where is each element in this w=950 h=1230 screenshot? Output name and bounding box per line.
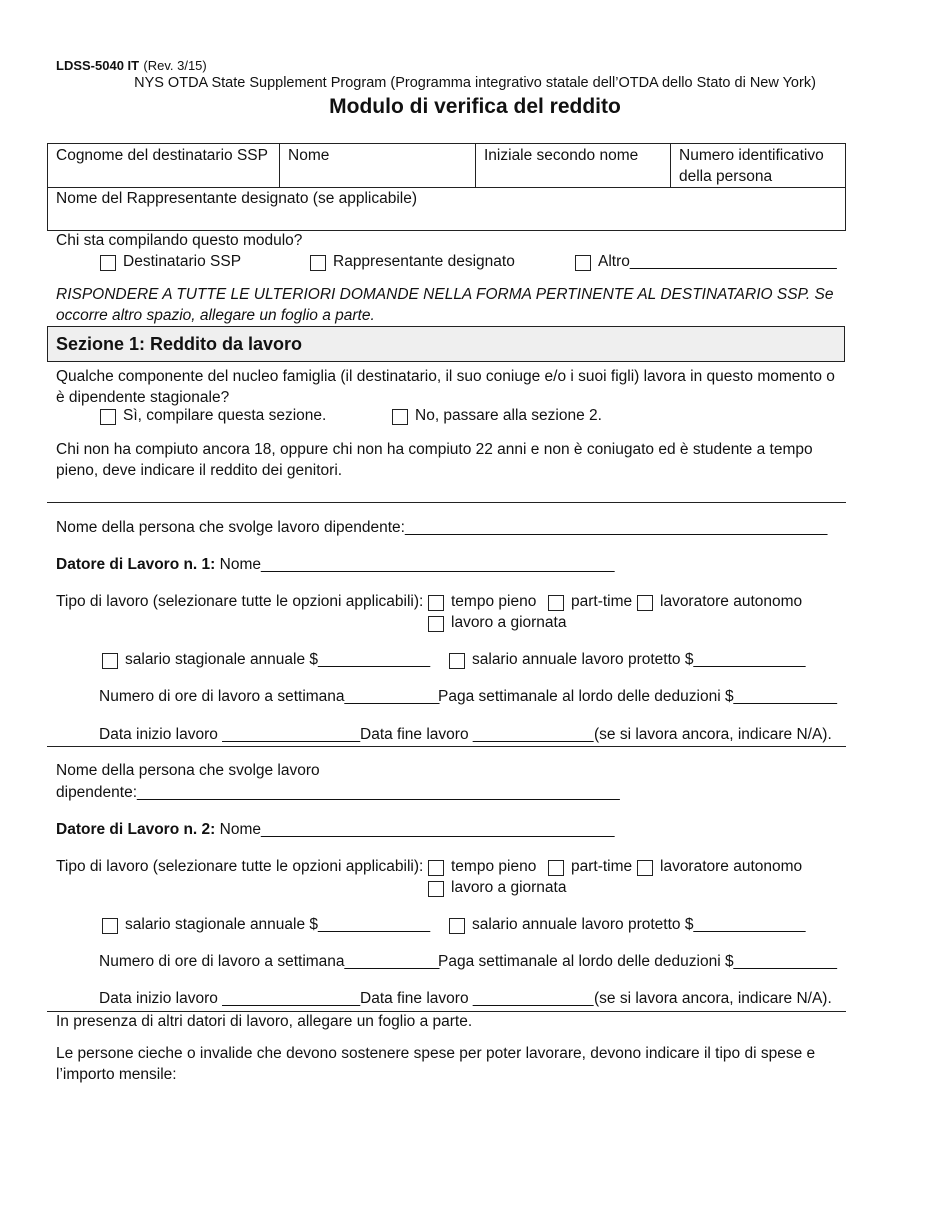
still-working-note-1: (se si lavora ancora, indicare N/A). bbox=[594, 726, 832, 743]
seasonal-wage-field-2[interactable]: salario stagionale annuale $_____________ bbox=[125, 916, 431, 933]
day-labor-label-1: lavoro a giornata bbox=[451, 614, 567, 631]
representative-label: Rappresentante designato bbox=[333, 253, 515, 270]
full-time-label-2: tempo pieno bbox=[451, 858, 537, 875]
employee-name-field-1[interactable]: Nome della persona che svolge lavoro dipendente:_________________________________________________ bbox=[56, 519, 828, 536]
yes-checkbox[interactable] bbox=[100, 409, 116, 425]
employer-2-row bbox=[56, 821, 614, 839]
work-type-label-1: Tipo di lavoro (selezionare tutte le opzioni applicabili): bbox=[56, 593, 424, 610]
table-border-bottom bbox=[47, 230, 846, 231]
other-label[interactable]: Altro________________________ bbox=[598, 253, 837, 270]
end-date-field-1[interactable]: Data fine lavoro ______________ bbox=[360, 726, 594, 743]
seasonal-wage-field-1[interactable]: salario stagionale annuale $_____________ bbox=[125, 651, 431, 668]
divider-line bbox=[47, 746, 846, 747]
sheltered-wage-checkbox-1[interactable] bbox=[449, 653, 465, 669]
employer-1-name-field[interactable]: Nome_________________________________________ bbox=[219, 556, 615, 573]
self-employed-checkbox-2[interactable] bbox=[637, 860, 653, 876]
representative-field[interactable]: Nome del Rappresentante designato (se applicabile) bbox=[56, 190, 418, 207]
blind-disabled-note: Le persone cieche o invalide che devono sostenere spese per poter lavorare, devono indicare il tipo di spese e l’importo mensile: bbox=[56, 1045, 816, 1083]
surname-field[interactable]: Cognome del destinatario SSP bbox=[56, 147, 268, 164]
table-border-right bbox=[845, 143, 846, 230]
employer-2-name-field[interactable]: Nome_________________________________________ bbox=[219, 821, 615, 838]
hours-field-1[interactable]: Numero di ore di lavoro a settimana___________ bbox=[99, 688, 440, 705]
form-code: LDSS-5040 IT bbox=[56, 58, 140, 73]
self-employed-label-2: lavoratore autonomo bbox=[660, 858, 803, 875]
sheltered-wage-checkbox-2[interactable] bbox=[449, 918, 465, 934]
part-time-label-2: part-time bbox=[571, 858, 633, 875]
section-1-header bbox=[47, 326, 845, 362]
yes-label: Sì, compilare questa sezione. bbox=[123, 407, 327, 424]
start-date-field-2[interactable]: Data inizio lavoro ________________ bbox=[99, 990, 361, 1007]
other-employers-note: In presenza di altri datori di lavoro, allegare un foglio a parte. bbox=[56, 1013, 473, 1030]
employee-name-field-2[interactable]: dipendente:________________________________________________________ bbox=[56, 784, 620, 801]
employer-1-label: Datore di Lavoro n. 1: bbox=[56, 556, 216, 573]
no-label: No, passare alla sezione 2. bbox=[415, 407, 602, 424]
seasonal-wage-checkbox-1[interactable] bbox=[102, 653, 118, 669]
part-time-checkbox-1[interactable] bbox=[548, 595, 564, 611]
table-divider bbox=[670, 143, 671, 187]
person-id-field[interactable]: Numero identificativo della persona bbox=[679, 147, 824, 185]
household-question: Qualche componente del nucleo famiglia (il destinatario, il suo coniuge e/o i suoi figli) lavora in questo momento o è dipendente stagionale? bbox=[56, 368, 835, 406]
hours-field-2[interactable]: Numero di ore di lavoro a settimana___________ bbox=[99, 953, 440, 970]
part-time-label-1: part-time bbox=[571, 593, 633, 610]
weekly-pay-field-1[interactable]: Paga settimanale al lordo delle deduzioni $____________ bbox=[438, 688, 838, 705]
instruction-text: RISPONDERE A TUTTE LE ULTERIORI DOMANDE NELLA FORMA PERTINENTE AL DESTINATARIO SSP. Se occorre altro spazio, allegare un foglio a parte. bbox=[56, 286, 834, 324]
representative-checkbox[interactable] bbox=[310, 255, 326, 271]
self-employed-checkbox-1[interactable] bbox=[637, 595, 653, 611]
full-time-checkbox-2[interactable] bbox=[428, 860, 444, 876]
recipient-label: Destinatario SSP bbox=[123, 253, 242, 270]
sheltered-wage-field-1[interactable]: salario annuale lavoro protetto $_____________ bbox=[472, 651, 806, 668]
who-completes-question: Chi sta compilando questo modulo? bbox=[56, 232, 303, 249]
parents-income-note: Chi non ha compiuto ancora 18, oppure chi non ha compiuto 22 anni e non è coniugato ed è studente a tempo pieno, deve indicare il reddito dei genitori. bbox=[56, 441, 813, 479]
table-border-top bbox=[47, 143, 846, 144]
self-employed-label-1: lavoratore autonomo bbox=[660, 593, 803, 610]
work-type-label-2: Tipo di lavoro (selezionare tutte le opzioni applicabili): bbox=[56, 858, 424, 875]
full-time-label-1: tempo pieno bbox=[451, 593, 537, 610]
employee-name-label-2: Nome della persona che svolge lavoro bbox=[56, 762, 320, 779]
employer-1-row bbox=[56, 556, 614, 574]
part-time-checkbox-2[interactable] bbox=[548, 860, 564, 876]
form-revision: (Rev. 3/15) bbox=[143, 58, 207, 73]
program-name: NYS OTDA State Supplement Program (Programma integrativo statale dell’OTDA dello Stato di New York) bbox=[134, 75, 816, 91]
full-time-checkbox-1[interactable] bbox=[428, 595, 444, 611]
middle-initial-field[interactable]: Iniziale secondo nome bbox=[484, 147, 639, 164]
table-border-left bbox=[47, 143, 48, 230]
form-code-line bbox=[56, 57, 207, 75]
still-working-note-2: (se si lavora ancora, indicare N/A). bbox=[594, 990, 832, 1007]
table-divider bbox=[475, 143, 476, 187]
employer-2-label: Datore di Lavoro n. 2: bbox=[56, 821, 216, 838]
end-date-field-2[interactable]: Data fine lavoro ______________ bbox=[360, 990, 594, 1007]
day-labor-label-2: lavoro a giornata bbox=[451, 879, 567, 896]
no-checkbox[interactable] bbox=[392, 409, 408, 425]
seasonal-wage-checkbox-2[interactable] bbox=[102, 918, 118, 934]
recipient-checkbox[interactable] bbox=[100, 255, 116, 271]
divider-line bbox=[47, 1011, 846, 1012]
divider-line bbox=[47, 502, 846, 503]
start-date-field-1[interactable]: Data inizio lavoro ________________ bbox=[99, 726, 361, 743]
page-title: Modulo di verifica del reddito bbox=[329, 95, 621, 118]
other-checkbox[interactable] bbox=[575, 255, 591, 271]
section-1-title: Sezione 1: Reddito da lavoro bbox=[56, 334, 303, 354]
day-labor-checkbox-2[interactable] bbox=[428, 881, 444, 897]
table-divider bbox=[279, 143, 280, 187]
day-labor-checkbox-1[interactable] bbox=[428, 616, 444, 632]
sheltered-wage-field-2[interactable]: salario annuale lavoro protetto $_____________ bbox=[472, 916, 806, 933]
first-name-field[interactable]: Nome bbox=[288, 147, 330, 164]
weekly-pay-field-2[interactable]: Paga settimanale al lordo delle deduzioni $____________ bbox=[438, 953, 838, 970]
